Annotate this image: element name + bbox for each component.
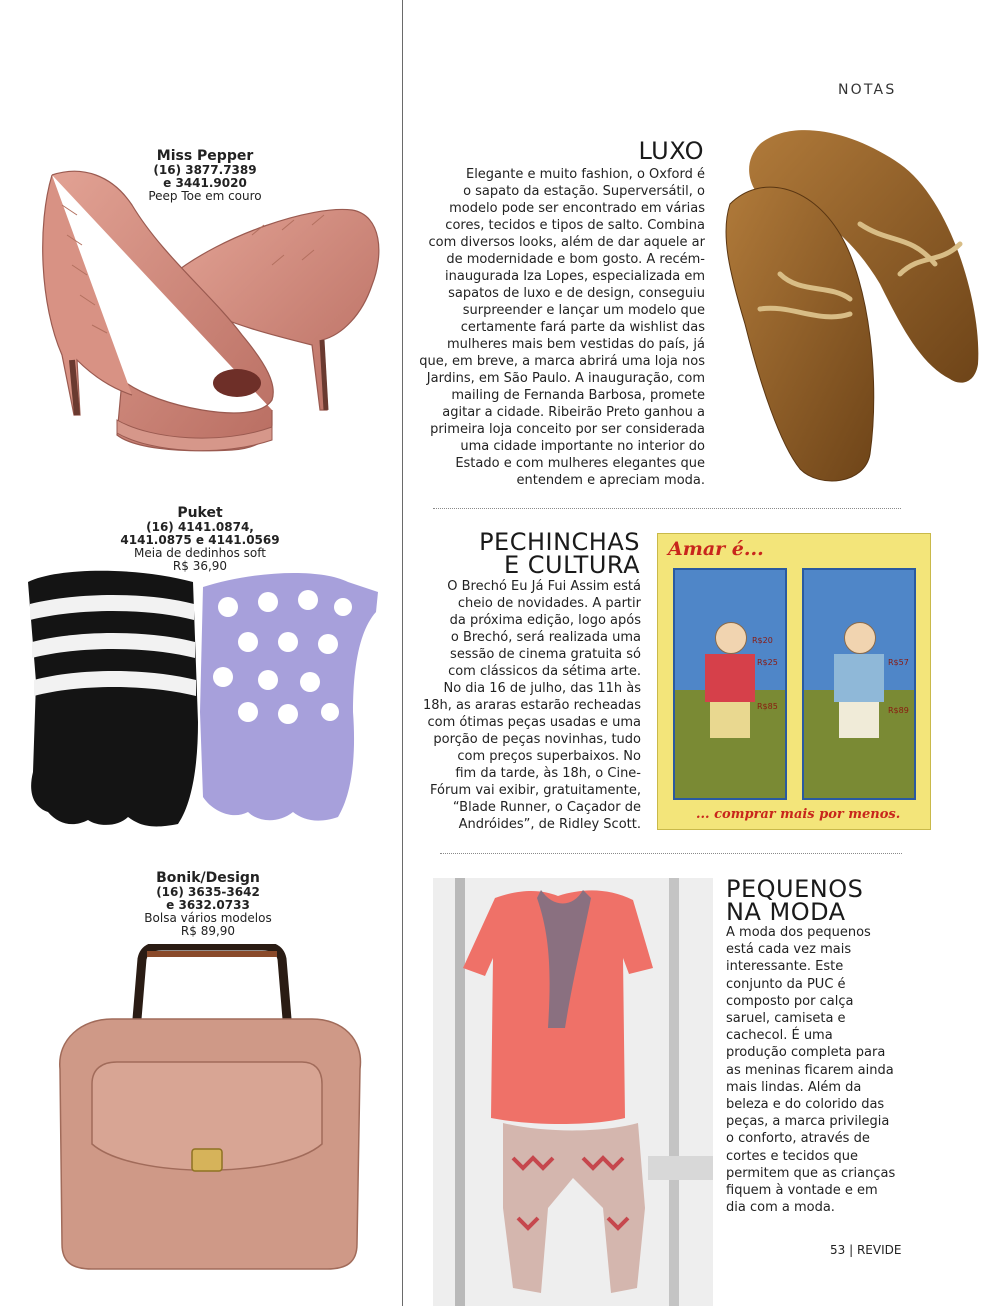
body-line: o conforto, através de xyxy=(726,1131,870,1147)
body-line: sessão de cinema gratuita só xyxy=(450,647,641,662)
product-description: Meia de dedinhos soft xyxy=(134,546,266,560)
body-line: Elegante e muito fashion, o Oxford é xyxy=(465,167,705,182)
pechinchas-title xyxy=(440,528,640,579)
body-line: agitar a cidade. Ribeirão Preto ganhou a xyxy=(442,405,705,420)
figure-skirt xyxy=(839,702,879,738)
column-divider xyxy=(402,0,403,1306)
section-label: NOTAS xyxy=(838,82,897,98)
body-line: uma cidade importante no interior do xyxy=(460,439,705,454)
outfit-illustration xyxy=(433,878,713,1306)
luxo-body xyxy=(418,166,705,489)
luxo-title: LUXO xyxy=(638,137,704,165)
body-line: mailing de Fernanda Barbosa, promete xyxy=(451,388,705,403)
divider-dotted xyxy=(440,853,902,854)
body-line: Fórum vai exibir, gratuitamente, xyxy=(429,783,641,798)
product-description: Peep Toe em couro xyxy=(148,189,262,203)
body-line: cortes e tecidos que xyxy=(726,1148,859,1164)
figure-head xyxy=(715,622,747,654)
body-line: com diversos looks, além de dar aquele ar xyxy=(428,235,705,250)
body-line: produção completa para xyxy=(726,1045,886,1061)
figure-skirt xyxy=(710,702,750,738)
body-line: conjunto da PUC é xyxy=(726,976,846,992)
pechinchas-title-line: PECHINCHAS xyxy=(479,528,640,556)
body-line: fim da tarde, às 18h, o Cine- xyxy=(455,766,641,781)
body-line: “Blade Runner, o Caçador de xyxy=(452,800,641,815)
poster-price: R$57 xyxy=(888,658,909,667)
product-price: R$ 36,90 xyxy=(172,559,228,573)
pechinchas-body xyxy=(420,578,641,833)
body-line: as meninas ficarem ainda xyxy=(726,1062,894,1078)
oxford-shoes-image xyxy=(720,124,986,490)
body-line: A moda dos pequenos xyxy=(726,925,871,940)
body-line: 18h, as araras estarão recheadas xyxy=(422,698,641,713)
pequenos-title-line: PEQUENOS xyxy=(726,875,864,903)
body-line: saruel, camiseta e xyxy=(726,1011,846,1027)
body-line: sapatos de luxo e de design, conseguiu xyxy=(448,286,705,301)
pequenos-title-line: NA MODA xyxy=(726,898,846,926)
body-line: certamente fará parte da wishlist das xyxy=(460,320,705,335)
body-line: cheio de novidades. A partir xyxy=(457,596,641,611)
handbag-image xyxy=(52,944,372,1274)
body-line: cores, tecidos e tipos de salto. Combina xyxy=(445,218,705,233)
product-phone: (16) 4141.0874, xyxy=(146,520,254,534)
body-line: fiquem à vontade e em xyxy=(726,1183,878,1199)
poster-price: R$25 xyxy=(757,658,778,667)
body-line: Andróides”, de Ridley Scott. xyxy=(458,817,641,832)
body-line: peças, a marca privilegia xyxy=(726,1114,890,1130)
peep-toe-shoes-image xyxy=(22,165,384,455)
poster-headline: Amar é... xyxy=(668,538,764,560)
product-price: R$ 89,90 xyxy=(180,924,236,938)
poster-price: R$85 xyxy=(757,702,778,711)
body-line: com clássicos da sétima arte. xyxy=(448,664,641,679)
body-line: que, em breve, a marca abrirá uma loja nos xyxy=(419,354,705,369)
body-line: o Brechó, será realizada uma xyxy=(450,630,641,645)
body-line: modelo pode ser encontrado em várias xyxy=(449,201,705,216)
toe-socks-image xyxy=(18,559,383,832)
poster-panel-left xyxy=(673,568,787,800)
body-line: o sapato da estação. Superversátil, o xyxy=(463,184,705,199)
body-line: porção de peças novinhas, tudo xyxy=(433,732,641,747)
product-phone: 4141.0875 e 4141.0569 xyxy=(120,533,280,547)
poster-panel-right xyxy=(802,568,916,800)
body-line: com preços superbaixos. No xyxy=(457,749,641,764)
body-line: permitem que as crianças xyxy=(726,1165,896,1181)
poster-footer: ... comprar mais por menos. xyxy=(696,807,901,822)
body-line: surpreender e lançar um modelo que xyxy=(462,303,705,318)
amar-e-poster xyxy=(657,533,931,830)
body-line: Jardins, em São Paulo. A inauguração, com xyxy=(426,371,705,386)
body-line: beleza e do colorido das xyxy=(726,1097,885,1113)
product-phone: (16) 3635-3642 xyxy=(156,885,260,899)
divider-dotted xyxy=(433,508,901,509)
body-line: mais lindas. Além da xyxy=(726,1079,862,1095)
body-line: interessante. Este xyxy=(726,959,844,975)
product-caption-bonik xyxy=(113,871,303,938)
product-phone: e 3632.0733 xyxy=(166,898,250,912)
body-line: composto por calça xyxy=(726,993,854,1009)
body-line: No dia 16 de julho, das 11h às xyxy=(443,681,641,696)
pequenos-body xyxy=(726,924,906,1216)
body-line: dia com a moda. xyxy=(726,1200,835,1216)
figure-top xyxy=(705,654,755,702)
body-line: está cada vez mais xyxy=(726,942,852,958)
body-line: cachecol. É uma xyxy=(726,1028,833,1044)
product-phone: e 3441.9020 xyxy=(163,176,247,190)
product-brand: Bonik/Design xyxy=(156,870,260,886)
pechinchas-title-line: E CULTURA xyxy=(503,551,640,579)
body-line: da próxima edição, logo após xyxy=(449,613,641,628)
kids-outfit-photo xyxy=(433,878,713,1306)
body-line: de modernidade e bom gosto. A recém- xyxy=(446,252,705,267)
poster-price: R$89 xyxy=(888,706,909,715)
body-line: O Brechó Eu Já Fui Assim está xyxy=(447,579,641,594)
product-brand: Miss Pepper xyxy=(156,148,254,164)
page-folio: 53 | REVIDE xyxy=(830,1243,902,1257)
product-phone: (16) 3877.7389 xyxy=(153,163,257,177)
body-line: com ótimas peças usadas e uma xyxy=(427,715,641,730)
pequenos-title xyxy=(726,875,926,926)
product-description: Bolsa vários modelos xyxy=(144,911,272,925)
body-line: primeira loja conceito por ser considerada xyxy=(430,422,705,437)
body-line: inaugurada Iza Lopes, especializada em xyxy=(445,269,705,284)
figure-top xyxy=(834,654,884,702)
product-brand: Puket xyxy=(177,505,223,521)
body-line: Estado e com mulheres elegantes que xyxy=(455,456,705,471)
body-line: entendem e apreciam moda. xyxy=(516,473,705,488)
figure-head xyxy=(844,622,876,654)
poster-price: R$20 xyxy=(752,636,773,645)
body-line: mulheres mais bem vestidas do país, já xyxy=(447,337,705,352)
